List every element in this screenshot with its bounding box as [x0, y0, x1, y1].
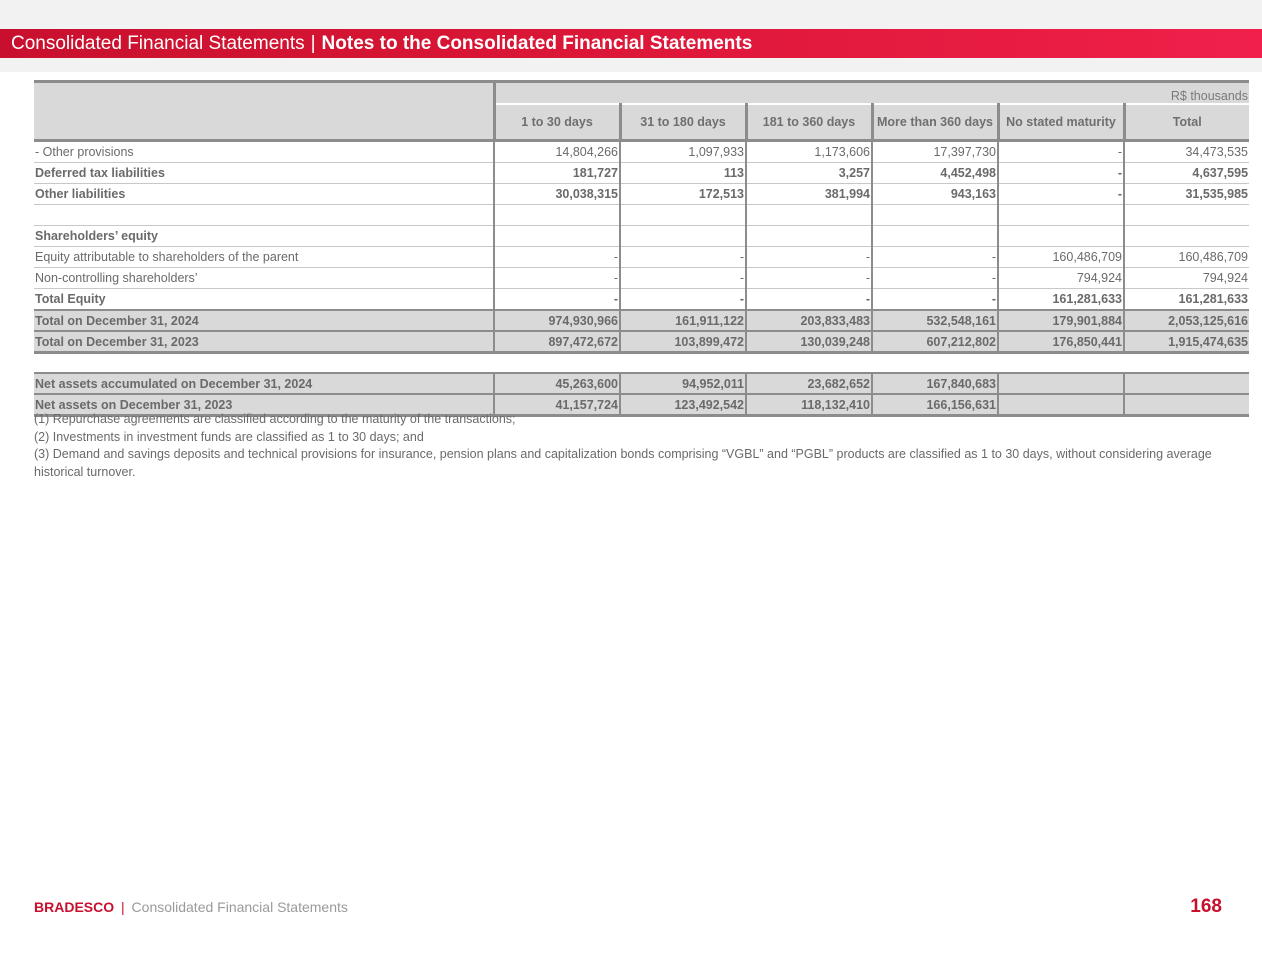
cell	[620, 226, 746, 247]
column-header: No stated maturity	[998, 104, 1124, 141]
cell: 974,930,966	[494, 310, 620, 331]
cell: 179,901,884	[998, 310, 1124, 331]
header-separator: |	[310, 32, 316, 54]
table-row	[34, 289, 1249, 311]
brand-logo-text: BRADESCO	[34, 899, 115, 915]
cell: -	[494, 268, 620, 289]
row-label: Deferred tax liabilities	[34, 163, 494, 184]
cell: 181,727	[494, 163, 620, 184]
section-title: Consolidated Financial Statements	[11, 32, 305, 54]
cell: 161,281,633	[998, 289, 1124, 311]
cell: 1,173,606	[746, 141, 872, 163]
cell: 161,281,633	[1124, 289, 1249, 311]
cell: 130,039,248	[746, 331, 872, 353]
total-row	[34, 331, 1249, 353]
cell: 166,156,631	[872, 394, 998, 416]
spacer-row	[34, 353, 1249, 374]
cell	[746, 205, 872, 226]
cell	[998, 226, 1124, 247]
table-row	[34, 268, 1249, 289]
cell: -	[872, 268, 998, 289]
cell: -	[620, 289, 746, 311]
cell: 167,840,683	[872, 373, 998, 394]
total-row	[34, 310, 1249, 331]
cell	[746, 226, 872, 247]
footnote: (1) Repurchase agreements are classified according to the maturity of the transactions;	[34, 412, 516, 426]
row-label	[34, 205, 494, 226]
column-header: 31 to 180 days	[620, 104, 746, 141]
cell: -	[998, 163, 1124, 184]
cell: 23,682,652	[746, 373, 872, 394]
table-row	[34, 205, 1249, 226]
cell	[1124, 373, 1249, 394]
cell: -	[494, 289, 620, 311]
row-label: Net assets accumulated on December 31, 2024	[34, 373, 494, 394]
cell	[872, 205, 998, 226]
row-label: Total on December 31, 2024	[34, 310, 494, 331]
cell: 17,397,730	[872, 141, 998, 163]
table-row	[34, 184, 1249, 205]
column-header: 1 to 30 days	[494, 104, 620, 141]
cell	[998, 373, 1124, 394]
cell: -	[746, 268, 872, 289]
cell: 3,257	[746, 163, 872, 184]
cell: 113	[620, 163, 746, 184]
column-header: Total	[1124, 104, 1249, 141]
cell	[1124, 205, 1249, 226]
cell: -	[872, 247, 998, 268]
footnote: (3) Demand and savings deposits and technical provisions for insurance, pension plans and capitalization bonds comprising “VGBL” and “PGBL” products are classified as 1 to 30 days, without considering average historical turnover.	[34, 447, 1212, 479]
footer-separator: |	[121, 899, 125, 915]
cell: 103,899,472	[620, 331, 746, 353]
cell	[494, 226, 620, 247]
cell: 41,157,724	[494, 394, 620, 416]
cell: 4,452,498	[872, 163, 998, 184]
cell: 794,924	[1124, 268, 1249, 289]
column-header: 181 to 360 days	[746, 104, 872, 141]
cell: 94,952,011	[620, 373, 746, 394]
cell	[494, 205, 620, 226]
cell: 381,994	[746, 184, 872, 205]
cell: 943,163	[872, 184, 998, 205]
cell: -	[746, 247, 872, 268]
footer-title: Consolidated Financial Statements	[131, 899, 348, 915]
cell: -	[998, 184, 1124, 205]
cell: 203,833,483	[746, 310, 872, 331]
column-header-row	[34, 104, 1249, 141]
maturity-table	[34, 80, 1249, 417]
cell: 123,492,542	[620, 394, 746, 416]
table-row	[34, 163, 1249, 184]
units-row	[34, 82, 1249, 105]
cell	[872, 226, 998, 247]
cell: -	[872, 289, 998, 311]
cell: -	[746, 289, 872, 311]
cell: 118,132,410	[746, 394, 872, 416]
cell: 31,535,985	[1124, 184, 1249, 205]
cell: -	[494, 247, 620, 268]
row-label: Shareholders’ equity	[34, 226, 494, 247]
cell: 794,924	[998, 268, 1124, 289]
cell: -	[998, 141, 1124, 163]
cell	[620, 205, 746, 226]
row-label: Non-controlling shareholders’	[34, 268, 494, 289]
footnotes	[34, 411, 1234, 481]
cell: -	[620, 247, 746, 268]
row-label: Total on December 31, 2023	[34, 331, 494, 353]
section-header-bar	[0, 29, 1262, 58]
cell: 160,486,709	[998, 247, 1124, 268]
cell: -	[620, 268, 746, 289]
cell: 1,097,933	[620, 141, 746, 163]
cell: 2,053,125,616	[1124, 310, 1249, 331]
row-label: Other liabilities	[34, 184, 494, 205]
table-row	[34, 226, 1249, 247]
cell: 176,850,441	[998, 331, 1124, 353]
cell	[1124, 226, 1249, 247]
page-number: 168	[1190, 896, 1222, 917]
table-row	[34, 247, 1249, 268]
page-footer	[34, 899, 348, 915]
cell	[998, 205, 1124, 226]
cell: 897,472,672	[494, 331, 620, 353]
cell: 30,038,315	[494, 184, 620, 205]
subsection-title: Notes to the Consolidated Financial Statements	[321, 32, 753, 54]
cell: 172,513	[620, 184, 746, 205]
cell: 45,263,600	[494, 373, 620, 394]
row-label: Total Equity	[34, 289, 494, 311]
cell: 607,212,802	[872, 331, 998, 353]
units-label: R$ thousands	[494, 82, 1249, 105]
cell: 161,911,122	[620, 310, 746, 331]
cell: 4,637,595	[1124, 163, 1249, 184]
row-label: Net assets on December 31, 2023	[34, 394, 494, 416]
footnote: (2) Investments in investment funds are classified as 1 to 30 days; and	[34, 429, 424, 444]
column-header: More than 360 days	[872, 104, 998, 141]
cell: 532,548,161	[872, 310, 998, 331]
cell: 14,804,266	[494, 141, 620, 163]
cell: 34,473,535	[1124, 141, 1249, 163]
net-assets-row	[34, 373, 1249, 394]
table-row	[34, 141, 1249, 163]
cell: 1,915,474,635	[1124, 331, 1249, 353]
cell: 160,486,709	[1124, 247, 1249, 268]
row-label: - Other provisions	[34, 141, 494, 163]
row-label: Equity attributable to shareholders of the parent	[34, 247, 494, 268]
